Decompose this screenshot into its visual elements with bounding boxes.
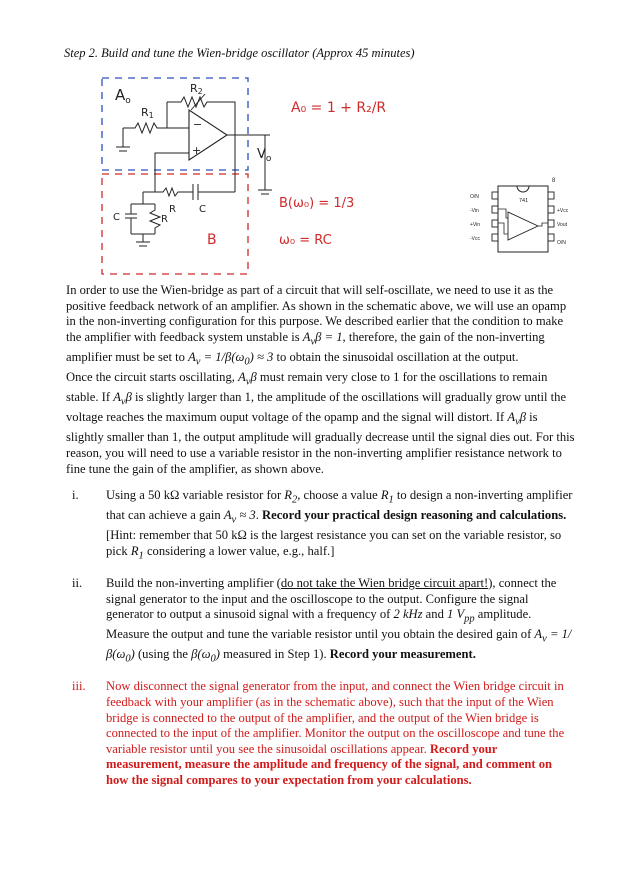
step-text: Now disconnect the signal generator from the input, and connect the Wien bridge circuit in feedback with your amplifier (as in the schematic above), such that the input of the Wien bridge is connected to the output of the amplifier, and the output of the Wien bridge is connected to the input of the amplifier. Monitor the output on the oscilloscope and tune the variable resistor until you see the sinusoidal oscillations appear. Record your measurement, measure the amplitude and frequency of the signal, and comment on how the signal compares to your expectation from your calculations.	[106, 679, 565, 787]
pin-label-l3: +Vin	[470, 222, 481, 228]
svg-text:+: +	[192, 144, 202, 157]
step-number: i.	[72, 488, 79, 502]
p1-gain: $A_v = 1/\beta(\omega_0) \approx 3$	[188, 349, 274, 368]
svg-text:Ao	[115, 86, 131, 106]
step-number: iii.	[72, 679, 86, 694]
label-c-parallel: C	[113, 212, 120, 223]
chip-part: 741	[519, 198, 529, 204]
label-r1: R	[141, 106, 149, 119]
label-beta-block: B	[207, 232, 217, 248]
p2-text-b: must remain very close to 1 for the oscillations to remain stable. If	[66, 370, 548, 405]
label-r2-sub: 2	[197, 87, 203, 96]
label-r-parallel: R	[161, 214, 168, 225]
label-r-series: R	[169, 204, 176, 215]
beta-equation: B(ω₀) = 1/3	[279, 196, 355, 211]
p2-avb-1: $A_v\beta$	[238, 370, 257, 388]
parallel-r	[150, 204, 160, 234]
step-text: Using a 50 kΩ variable resistor for $R_2$, choose a value $R_1$ to design a non-inverting amplifier that can achieve a gain $A_v \approx 3$. Record your practical design reasoning and calculations. [Hint: remember that 50 kΩ is the largest resistance you can set on the variable resistor, so pick $R_1$ considering a lower value, e.g., half.]	[106, 488, 573, 562]
p1-text-a: In order to use the Wien-bridge as part of a circuit that will self-oscillate, we need to use it as the positive feedback network of an amplifier. As shown in the schematic above, we will use an opamp in the non-inverting configuration for this purpose. We described earlier that the condition to make the amplifier with feedback system unstable is	[66, 283, 567, 344]
pin-label-l2: -Vin	[470, 208, 479, 214]
schematic-drawing	[95, 72, 385, 280]
step-text: Build the non-inverting amplifier (do not take the Wien bridge circuit apart!), connect the signal generator to the input and the oscilloscope to the output. Configure the signal generator to output a sinusoid signal with a frequency of 2 kHz and 1 $V_{pp}$ amplitude. Measure the output and tune the variable resistor until you obtain the desired gain of $A_v = 1/\beta(\omega_0)$ (using the $\beta(\omega_0)$ measured in Step 1). Record your measurement.	[106, 575, 572, 665]
step-2-emphasis: Record your measurement.	[329, 647, 476, 662]
chip-pin8: 8	[552, 178, 556, 184]
r1-resistor	[123, 123, 189, 133]
chip-pinout	[466, 172, 584, 262]
pin-label-l1: O/N	[470, 194, 479, 200]
pin-label-l4: -Vcc	[470, 236, 480, 242]
step-heading: Step 2. Build and tune the Wien-bridge oscillator (Approx 45 minutes)	[64, 46, 415, 60]
label-a0-sub: o	[125, 96, 131, 106]
svg-text:−: −	[193, 118, 203, 131]
step-1-emphasis: Record your practical design reasoning and calculations.	[262, 508, 567, 523]
list-item	[66, 679, 574, 788]
omega-equation: ω₀ = RC	[279, 233, 332, 248]
label-vo-sub: o	[265, 154, 272, 164]
p1-condition: $A_v\beta = 1$	[302, 329, 343, 348]
series-r	[155, 188, 193, 196]
paragraph-1	[66, 283, 576, 370]
p2-text-a: Once the circuit starts oscillating,	[66, 370, 239, 384]
label-vo: V	[257, 147, 266, 162]
svg-text:Vo	[257, 147, 272, 164]
pin-label-r3: Vout	[557, 222, 568, 228]
p2-avb-3: $A_v\beta$	[507, 410, 527, 428]
schematic-sketch	[95, 72, 385, 280]
step-list	[66, 488, 574, 801]
p1-text-c: to obtain the sinusoidal oscillation at the output.	[273, 349, 519, 364]
feedback-box	[102, 174, 248, 274]
p1-text-b: , therefore, the gain of the non-inverting amplifier must be set to	[66, 329, 545, 364]
list-item	[66, 488, 574, 564]
chip-drawing	[466, 172, 584, 262]
step-2-underline: do not take the Wien bridge circuit apart!	[280, 575, 489, 590]
svg-text:R1	[141, 106, 154, 120]
chip-notch	[517, 186, 529, 192]
p2-text-d: is slightly smaller than 1, the output amplitude will gradually decrease until the signal dies out. For this reason, you will need to use a variable resistor in the non-inverting amplifier resistance network to fine tune the gain of the amplifier, as shown above.	[66, 410, 575, 476]
body-text	[66, 283, 576, 477]
step-number: ii.	[72, 575, 83, 590]
pin-label-r4: O/N	[557, 240, 566, 246]
gain-equation: A₀ = 1 + R₂/R₁	[291, 100, 385, 116]
label-r1-sub: 1	[148, 111, 154, 120]
pin-label-r2: +Vcc	[557, 208, 569, 214]
p2-avb-2: $A_v\beta$	[113, 390, 132, 408]
list-item	[66, 576, 574, 668]
svg-text:R2	[190, 82, 203, 96]
label-c-series: C	[199, 204, 206, 215]
label-a0: A	[115, 86, 126, 104]
paragraph-2	[66, 370, 576, 477]
p2-text-c: is slightly larger than 1, the amplitude of the oscillations will gradually grow until the voltage reaches the maximum ouput voltage of the opamp and the signal will distort. If	[66, 390, 567, 425]
label-r2: R	[190, 82, 198, 95]
step-3-emphasis: Record your measurement, measure the amplitude and frequency of the signal, and comment on how the signal compares to your expectation from your calculations.	[106, 741, 553, 787]
